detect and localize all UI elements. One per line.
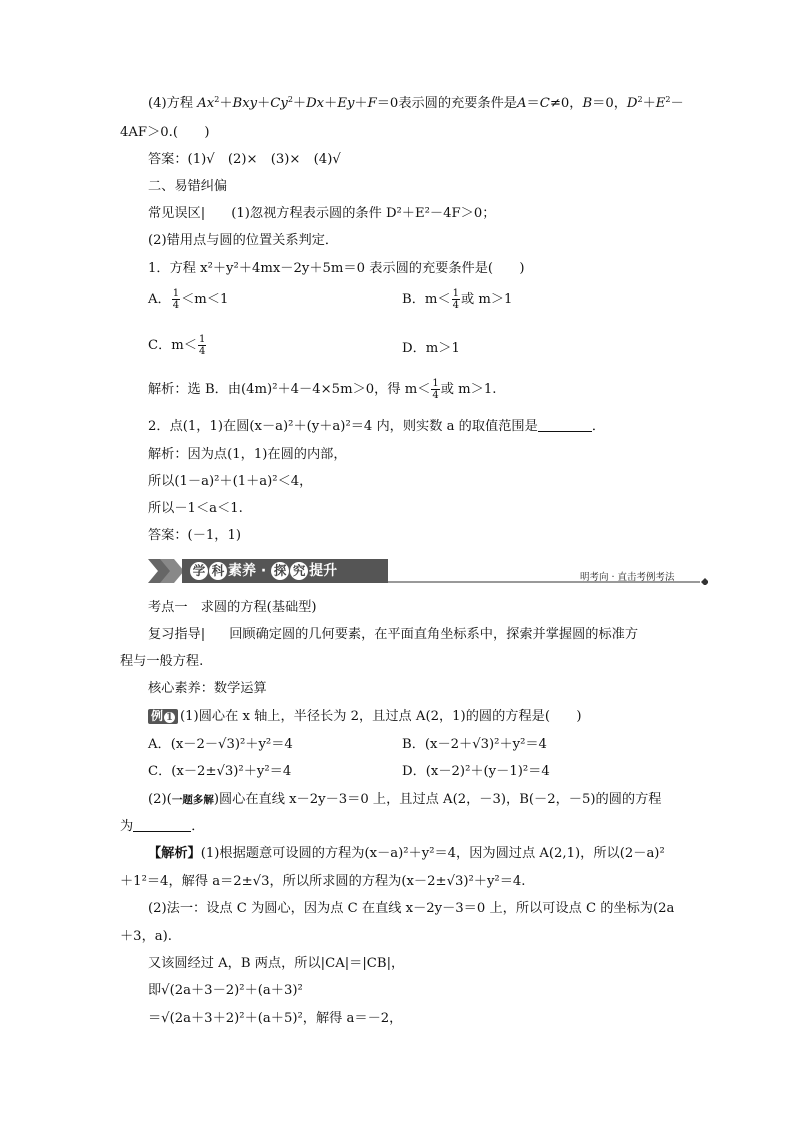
common-error-1: (1)忽视方程表示圆的条件 D²＋E²－4F＞0； — [231, 206, 496, 221]
example-1-option-d: D．(x－2)²＋(y－1)²＝4 — [402, 764, 550, 779]
problem-2-solution-3: 所以－1＜a＜1. — [148, 501, 243, 516]
problem-1-solution: 解析：选 B．由(4m)²＋4－4×5m＞0，得 m＜ $\frac{1}{4}$ 或 m＞1. — [148, 378, 497, 401]
example-1-option-b: B．(x－2＋√3)²＋y²＝4 — [402, 737, 547, 752]
example-badge: 例 1 — [148, 709, 178, 724]
analysis-line3: (2)法一：设点 C 为圆心，因为点 C 在直线 x－2y－3＝0 上，所以可设点 C 的坐标为(2a — [148, 901, 675, 916]
question-4-line1: (4)方程 $Ax^2+Bxy+Cy^2+Dx+Ey+F=0$表示圆的充要条件是A＝C≠0，B＝0，$D^2+E^2-$ — [148, 95, 684, 111]
fraction: $\frac{1}{4}$ — [172, 288, 180, 311]
banner-title: 学 科 素养 · 探 究 提升 — [190, 561, 337, 581]
common-error-2: (2)错用点与圆的位置关系判定． — [148, 233, 339, 248]
analysis-line5: 又该圆经过 A，B 两点，所以|CA|＝|CB|， — [148, 956, 405, 971]
problem-1-option-c: C．m＜ $\frac{1}{4}$ — [148, 334, 206, 357]
example-1-part2-line1: (2)(一题多解)圆心在直线 x－2y－3＝0 上，且过点 A(2，－3)，B(－2，－5)的圆的方程 — [148, 792, 662, 807]
multi-solution-tag: 一题多解 — [171, 794, 214, 806]
fraction: $\frac{1}{4}$ — [452, 288, 459, 311]
problem-1-option-b: B．m＜ $\frac{1}{4}$ 或 m＞1 — [402, 288, 513, 311]
review-guide-line1: 复习指导| 回顾确定圆的几何要素，在平面直角坐标系中，探索并掌握圆的标准方 — [148, 627, 639, 642]
analysis-line6: 即√(2a＋3－2)²＋(a＋3)² — [148, 983, 303, 998]
section-2-title: 二、易错纠偏 — [148, 179, 228, 194]
common-errors-line1 — [148, 204, 495, 224]
answer-blank — [538, 418, 592, 432]
core-literacy: 核心素养：数学运算 — [148, 681, 267, 696]
example-1-option-a: A．(x－2－√3)²＋y²＝4 — [148, 737, 293, 752]
problem-2-solution-2: 所以(1－a)²＋(1＋a)²＜4， — [148, 474, 313, 489]
problem-1-stem: 1．方程 x²＋y²＋4mx－2y＋5m＝0 表示圆的充要条件是( ) — [148, 261, 525, 276]
common-errors-label: 常见误区| — [148, 206, 206, 221]
q4-text-b: 表示圆的充要条件是 — [398, 96, 517, 111]
analysis-line7: ＝√(2a＋3＋2)²＋(a＋5)²，解得 a＝－2， — [148, 1011, 403, 1026]
analysis-line2: ＋1²＝4，解得 a＝2±√3，所以所求圆的方程为(x－2±√3)²＋y²＝4. — [120, 874, 526, 889]
answer-blank — [133, 818, 191, 832]
problem-2-stem: 2．点(1，1)在圆(x－a)²＋(y＋a)²＝4 内，则实数 a 的取值范围是 ． — [148, 419, 605, 434]
question-4-line2: 4AF＞0.( ) — [120, 125, 210, 140]
answer-1: 答案：(1)√ (2)× (3)× (4)√ — [148, 152, 341, 167]
problem-1-option-a: A． $\frac{1}{4}$ ＜m＜1 — [148, 288, 229, 311]
analysis-line1: 【解析】(1)根据题意可设圆的方程为(x－a)²＋y²＝4，因为圆过点 A(2,1)，所以(2－a)² — [148, 846, 665, 861]
key-point-1-title: 考点一 求圆的方程(基础型) — [148, 600, 317, 615]
problem-2-solution-1: 解析：因为点(1，1)在圆的内部， — [148, 447, 347, 462]
problem-2-answer: 答案：(－1，1) — [148, 528, 242, 543]
problem-1-option-d: D．m＞1 — [402, 341, 460, 356]
analysis-line4: ＋3，a). — [120, 929, 172, 944]
q4-text-a: (4)方程 — [148, 96, 198, 111]
review-guide-line2: 程与一般方程. — [120, 654, 204, 669]
example-1-option-c: C．(x－2±√3)²＋y²＝4 — [148, 764, 292, 779]
analysis-label: 【解析】 — [148, 846, 201, 861]
banner-subtitle: 明考向 · 直击考例考法 — [580, 572, 675, 583]
example-1-stem: 例 1 (1)圆心在 x 轴上，半径长为 2，且过点 A(2，1)的圆的方程是( ) — [148, 707, 582, 727]
fraction: $\frac{1}{4}$ — [198, 334, 206, 357]
fraction: $\frac{1}{4}$ — [432, 378, 439, 401]
example-1-part2-line2: 为 ． — [120, 819, 205, 834]
